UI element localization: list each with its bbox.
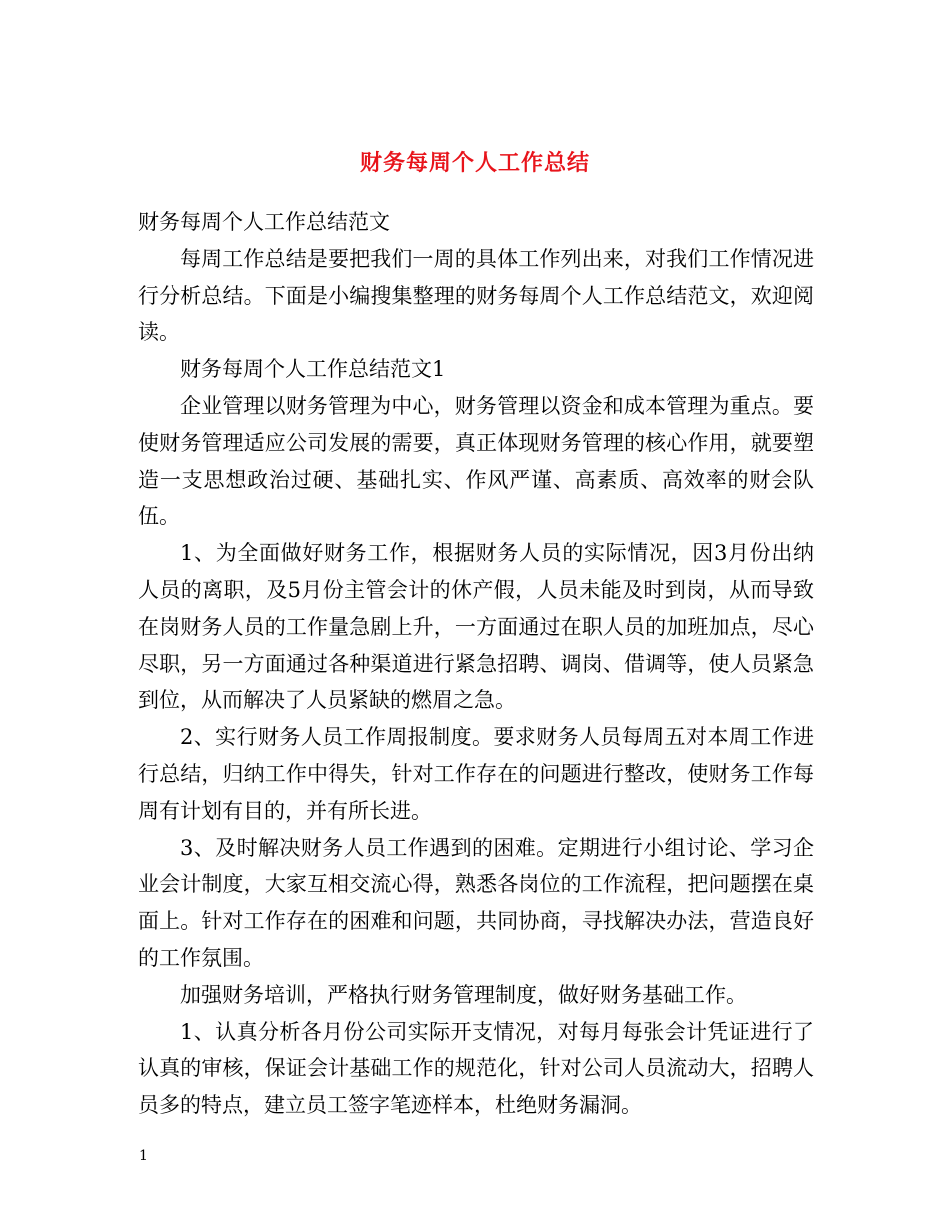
document-title: 财务每周个人工作总结 bbox=[359, 149, 590, 176]
body-paragraph: 2、实行财务人员工作周报制度。要求财务人员每周五对本周工作进行总结，归纳工作中得失，针对工作存在的问题进行整改，使财务工作每周有计划有目的，并有所长进。 bbox=[138, 725, 814, 823]
page-number: 1 bbox=[139, 1148, 148, 1164]
body-paragraph: 财务每周个人工作总结范文1 bbox=[180, 357, 446, 382]
body-paragraph: 每周工作总结是要把我们一周的具体工作列出来，对我们工作情况进行分析总结。下面是小编搜集整理的财务每周个人工作总结范文，欢迎阅读。 bbox=[138, 246, 814, 345]
body-paragraph: 1、为全面做好财务工作，根据财务人员的实际情况，因3月份出纳人员的离职，及5月份主管会计的休产假，人员未能及时到岗，从而导致在岗财务人员的工作量急剧上升，一方面通过在职人员的加班加点，尽心尽职，另一方面通过各种渠道进行紧急招聘、调岗、借调等，使人员紧急到位，从而解决了人员紧缺的燃眉之急。 bbox=[138, 541, 814, 713]
body-paragraph: 1、认真分析各月份公司实际开支情况，对每月每张会计凭证进行了认真的审核，保证会计基础工作的规范化，针对公司人员流动大，招聘人员多的特点，建立员工签字笔迹样本，杜绝财务漏洞。 bbox=[138, 1019, 814, 1118]
body-paragraph: 加强财务培训，严格执行财务管理制度，做好财务基础工作。 bbox=[180, 982, 747, 1007]
body-paragraph: 企业管理以财务管理为中心，财务管理以资金和成本管理为重点。要使财务管理适应公司发展的需要，真正体现财务管理的核心作用，就要塑造一支思想政治过硬、基础扎实、作风严谨、高素质、高效率的财会队伍。 bbox=[138, 393, 814, 529]
document-body bbox=[138, 204, 814, 1124]
body-paragraph: 3、及时解决财务人员工作遇到的困难。定期进行小组讨论、学习企业会计制度，大家互相交流心得，熟悉各岗位的工作流程，把问题摆在桌面上。针对工作存在的困难和问题，共同协商，寻找解决办法，营造良好的工作氛围。 bbox=[138, 835, 814, 970]
document-subtitle: 财务每周个人工作总结范文 bbox=[138, 210, 390, 234]
